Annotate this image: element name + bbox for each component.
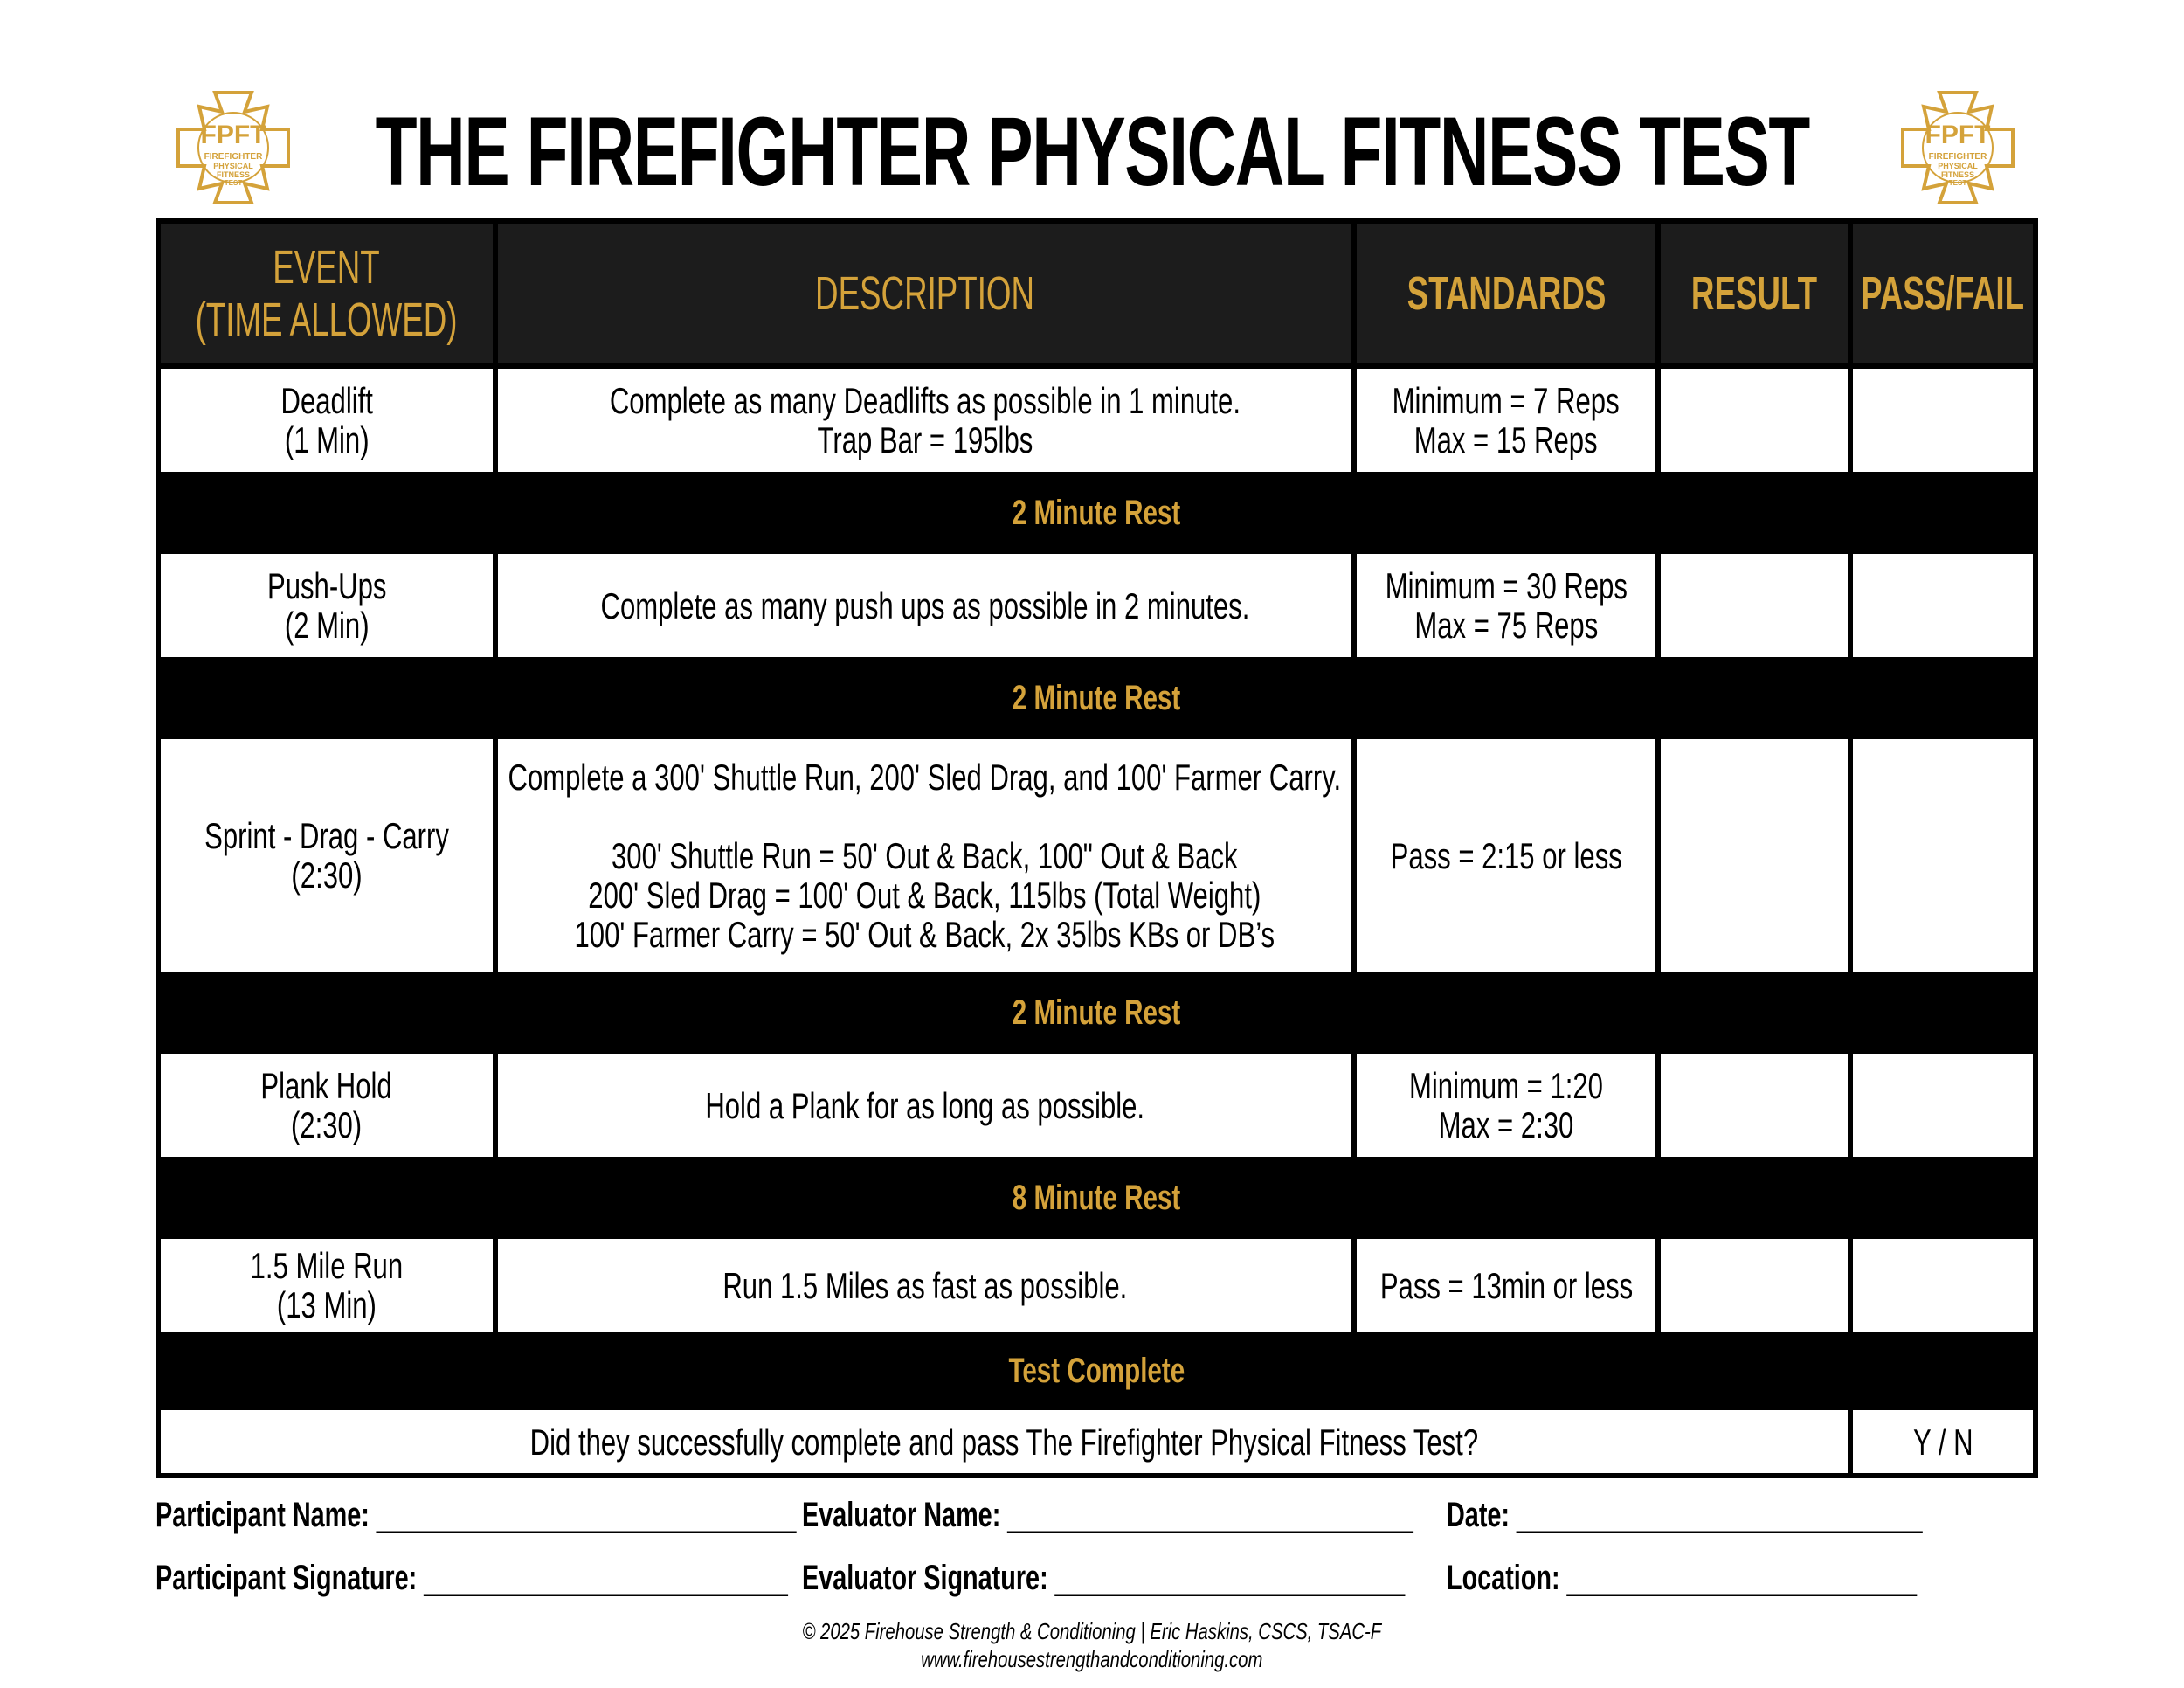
participant-signature-field[interactable]: Participant Signature: __________________________ <box>156 1559 788 1597</box>
svg-text:FPFT: FPFT <box>1925 121 1991 149</box>
svg-text:FIREFIGHTER: FIREFIGHTER <box>1928 152 1987 162</box>
deadlift-passfail-field[interactable] <box>1853 369 2033 472</box>
page-title: THE FIREFIGHTER PHYSICAL FITNESS TEST <box>375 97 1809 206</box>
sdc-event-cell: Sprint - Drag - Carry (2:30) <box>161 739 493 972</box>
run-passfail-field[interactable] <box>1853 1239 2033 1332</box>
evaluator-signature-field[interactable]: Evaluator Signature: _________________________ <box>802 1559 1406 1597</box>
deadlift-standards-cell: Minimum = 7 Reps Max = 15 Reps <box>1357 369 1655 472</box>
rest-band: 2 Minute Rest <box>1013 993 1181 1032</box>
rest-band: 2 Minute Rest <box>1013 493 1181 532</box>
pushups-standards-cell: Minimum = 30 Reps Max = 75 Reps <box>1357 554 1655 657</box>
evaluator-name-field[interactable]: Evaluator Name: _____________________________ <box>802 1496 1413 1534</box>
plank-result-field[interactable] <box>1661 1054 1848 1157</box>
final-answer-field[interactable]: Y / N <box>1853 1410 2033 1473</box>
svg-text:FIREFIGHTER: FIREFIGHTER <box>204 152 263 162</box>
svg-text:FPFT: FPFT <box>200 121 266 149</box>
sdc-standards-cell: Pass = 2:15 or less <box>1357 739 1655 972</box>
fpft-logo-right-icon <box>1896 86 2020 210</box>
pushups-passfail-field[interactable] <box>1853 554 2033 657</box>
plank-standards-cell: Minimum = 1:20 Max = 2:30 <box>1357 1054 1655 1157</box>
run-standards-cell: Pass = 13min or less <box>1357 1239 1655 1332</box>
plank-event-cell: Plank Hold (2:30) <box>161 1054 493 1157</box>
pushups-description-cell: Complete as many push ups as possible in 2 minutes. <box>498 554 1351 657</box>
svg-text:FITNESS: FITNESS <box>1940 170 1975 179</box>
run-event-cell: 1.5 Mile Run (13 Min) <box>161 1239 493 1332</box>
rest-band: 2 Minute Rest <box>1013 678 1181 717</box>
footer-website[interactable]: www.firehousestrengthandconditioning.com <box>921 1646 1263 1672</box>
rest-band: 8 Minute Rest <box>1013 1178 1181 1217</box>
header-event: EVENT (TIME ALLOWED) <box>161 224 493 363</box>
header-description: DESCRIPTION <box>498 224 1351 363</box>
run-result-field[interactable] <box>1661 1239 1848 1332</box>
header-passfail: PASS/FAIL <box>1853 224 2033 363</box>
final-question-cell: Did they successfully complete and pass The Firefighter Physical Fitness Test? <box>161 1410 1848 1473</box>
svg-text:PHYSICAL: PHYSICAL <box>213 162 253 170</box>
header-standards: STANDARDS <box>1357 224 1655 363</box>
sdc-result-field[interactable] <box>1661 739 1848 972</box>
date-field[interactable]: Date: _____________________________ <box>1447 1496 1923 1534</box>
fitness-test-table <box>156 218 2038 1478</box>
sdc-passfail-field[interactable] <box>1853 739 2033 972</box>
footer-copyright: © 2025 Firehouse Strength & Conditioning | Eric Haskins, CSCS, TSAC-F <box>802 1618 1382 1644</box>
participant-name-field[interactable]: Participant Name: ______________________________ <box>156 1496 797 1534</box>
svg-text:FITNESS: FITNESS <box>216 170 251 179</box>
svg-text:PHYSICAL: PHYSICAL <box>1938 162 1978 170</box>
plank-description-cell: Hold a Plank for as long as possible. <box>498 1054 1351 1157</box>
svg-text:TEST: TEST <box>224 179 243 187</box>
plank-passfail-field[interactable] <box>1853 1054 2033 1157</box>
deadlift-description-cell: Complete as many Deadlifts as possible in 1 minute. Trap Bar = 195lbs <box>498 369 1351 472</box>
deadlift-result-field[interactable] <box>1661 369 1848 472</box>
location-field[interactable]: Location: _________________________ <box>1447 1559 1918 1597</box>
deadlift-event-cell: Deadlift (1 Min) <box>161 369 493 472</box>
pushups-result-field[interactable] <box>1661 554 1848 657</box>
sdc-description-cell: Complete a 300' Shuttle Run, 200' Sled Drag, and 100' Farmer Carry. 300' Shuttle Run = 50' Out & Back, 100" Out & Back 200' Sled Drag = 100' Out & Back, 115lbs (Total Weight) 100' Farmer Carry = 50' Out & Back, 2x 35lbs KBs or DB’s <box>498 739 1351 972</box>
run-description-cell: Run 1.5 Miles as fast as possible. <box>498 1239 1351 1332</box>
pushups-event-cell: Push-Ups (2 Min) <box>161 554 493 657</box>
header-result: RESULT <box>1661 224 1848 363</box>
test-complete-band: Test Complete <box>1008 1351 1185 1390</box>
svg-text:TEST: TEST <box>1948 179 1967 187</box>
